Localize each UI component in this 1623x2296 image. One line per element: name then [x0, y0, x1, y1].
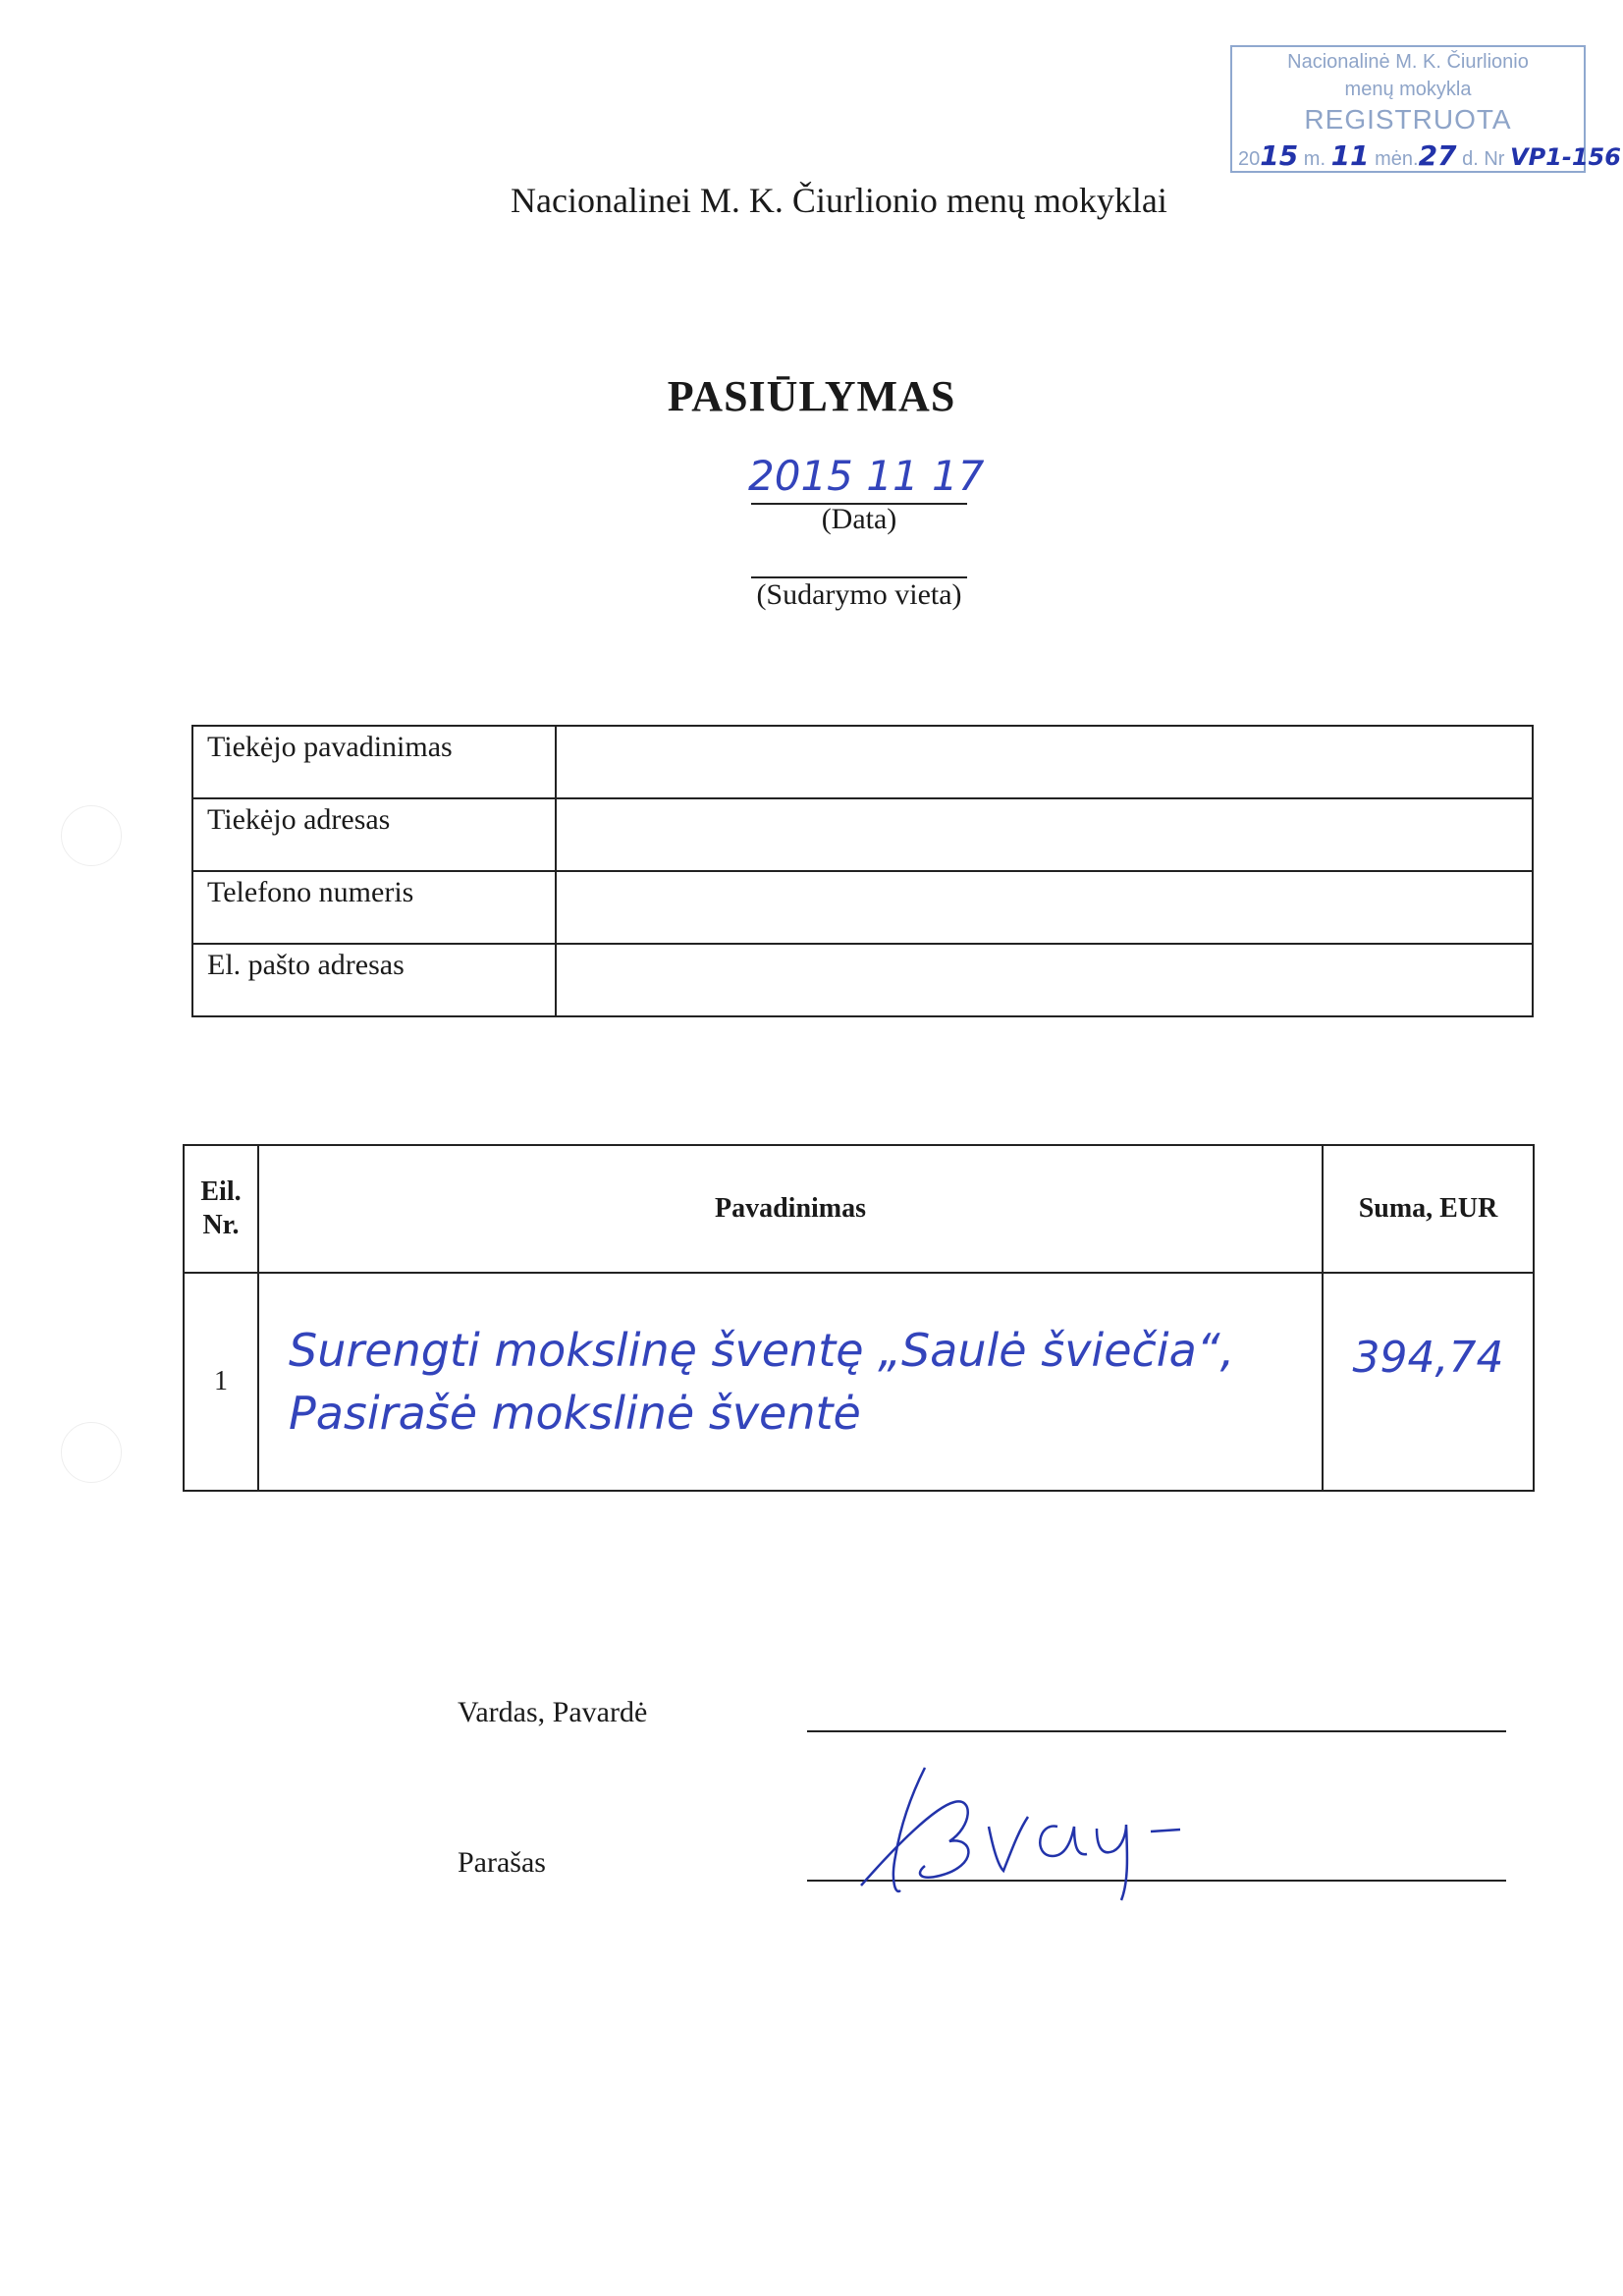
- table-row: [192, 726, 1533, 798]
- supplier-table: [191, 725, 1534, 1017]
- date-caption: (Data): [821, 503, 897, 535]
- stamp-year-prefix: 20: [1238, 148, 1261, 170]
- header-name: Pavadinimas: [258, 1145, 1323, 1273]
- table-row: [192, 798, 1533, 871]
- supplier-email-value: [556, 944, 1533, 1016]
- table-row: [192, 871, 1533, 944]
- stamp-nr-value: VP1-156: [1510, 143, 1621, 171]
- punch-hole: [61, 805, 122, 866]
- signature-label: Parašas: [458, 1846, 546, 1879]
- recipient-line: Nacionalinei M. K. Čiurlionio menų mokyklai: [511, 181, 1167, 220]
- supplier-phone-label: Telefono numeris: [192, 871, 556, 944]
- document-title: PASIŪLYMAS: [667, 372, 956, 420]
- row-nr: 1: [184, 1273, 258, 1491]
- stamp-registered-label: REGISTRUOTA: [1304, 104, 1512, 135]
- name-surname-line: [807, 1730, 1506, 1732]
- punch-hole: [61, 1422, 122, 1483]
- stamp-year-value: 15: [1260, 139, 1299, 172]
- header-nr: Eil. Nr.: [184, 1145, 258, 1273]
- stamp-day-label: mėn.: [1375, 148, 1419, 170]
- table-row: [184, 1273, 1534, 1491]
- supplier-name-value: [556, 726, 1533, 798]
- stamp-registration-line: [1238, 139, 1621, 172]
- row-sum: 394,74: [1323, 1273, 1534, 1491]
- handwritten-signature: [856, 1758, 1229, 1905]
- place-caption: (Sudarymo vieta): [756, 578, 962, 611]
- table-row: [192, 944, 1533, 1016]
- supplier-phone-value: [556, 871, 1533, 944]
- name-surname-label: Vardas, Pavardė: [458, 1696, 648, 1728]
- supplier-address-value: [556, 798, 1533, 871]
- stamp-school-type: menų mokykla: [1344, 79, 1472, 100]
- header-sum: Suma, EUR: [1323, 1145, 1534, 1273]
- table-header-row: [184, 1145, 1534, 1273]
- stamp-month-value: 11: [1330, 139, 1370, 172]
- supplier-email-label: El. pašto adresas: [192, 944, 556, 1016]
- row-name: Surengti mokslinę šventę „Saulė šviečia“, Pasirašė mokslinė šventė: [258, 1273, 1323, 1491]
- items-table: [183, 1144, 1535, 1492]
- stamp-nr-label: d. Nr: [1462, 148, 1505, 170]
- stamp-day-value: 27: [1418, 139, 1457, 172]
- supplier-address-label: Tiekėjo adresas: [192, 798, 556, 871]
- stamp-month-label: m.: [1303, 148, 1325, 170]
- date-value: 2015 11 17: [748, 452, 985, 500]
- supplier-name-label: Tiekėjo pavadinimas: [192, 726, 556, 798]
- registration-stamp: [1230, 45, 1621, 173]
- stamp-school-name: Nacionalinė M. K. Čiurlionio: [1287, 51, 1529, 73]
